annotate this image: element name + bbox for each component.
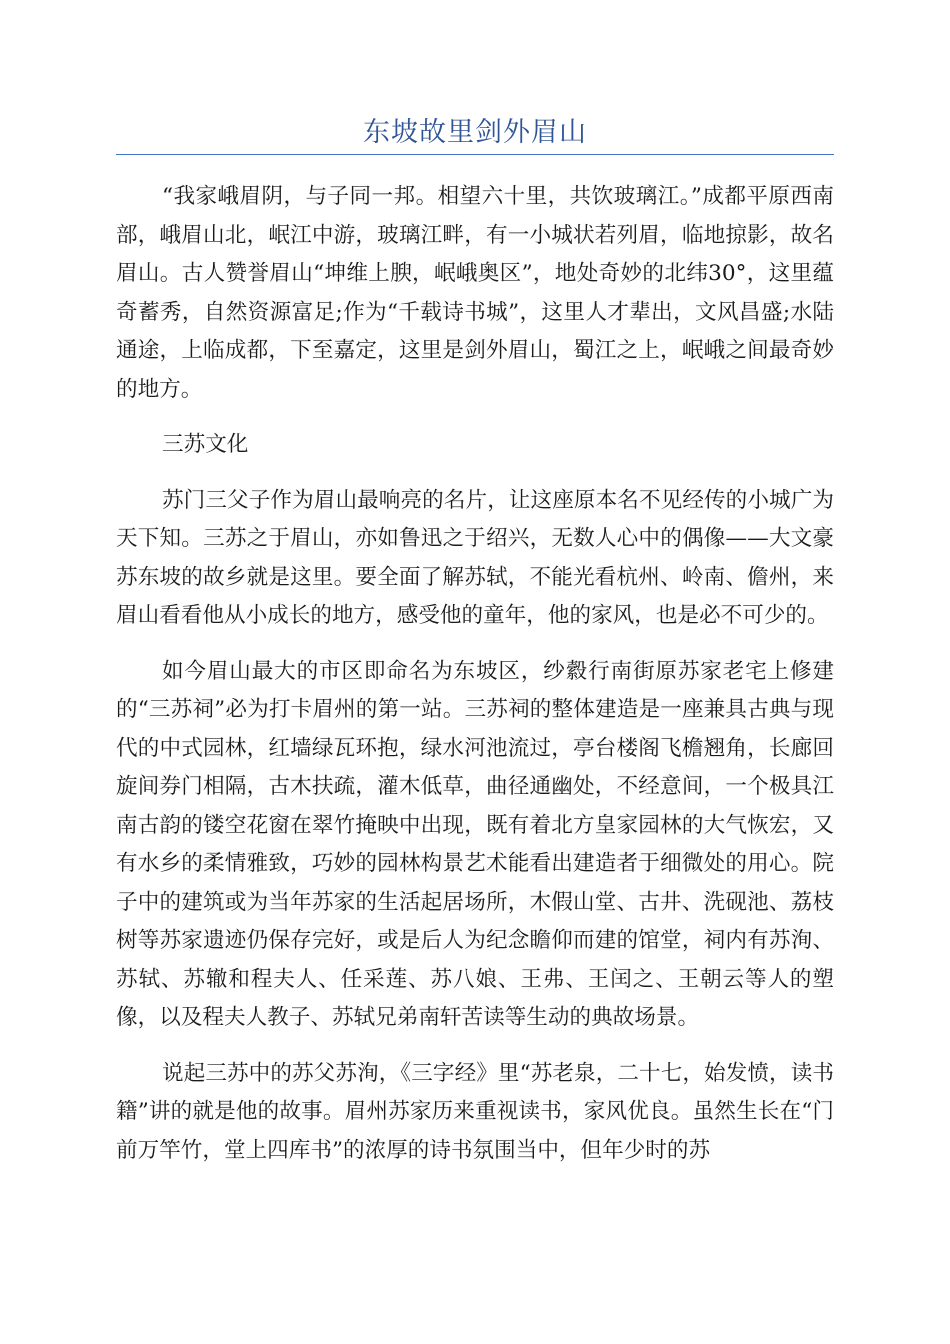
paragraph-intro: “我家峨眉阴，与子同一邦。相望六十里，共饮玻璃江。”成都平原西南部，峨眉山北，岷江中游，玻璃江畔，有一小城状若列眉，临地掠影，故名眉山。古人赞誉眉山“坤维上腴，岷峨奥区”，地处奇妙的北纬30°，这里蕴奇蓄秀，自然资源富足;作为“千载诗书城”，这里人才辈出，文风昌盛;水陆通途，上临成都，下至嘉定，这里是剑外眉山，蜀江之上，岷峨之间最奇妙的地方。	[116, 184, 834, 402]
paragraph-sansu-temple: 如今眉山最大的市区即命名为东坡区，纱縠行南街原苏家老宅上修建的“三苏祠”必为打卡眉州的第一站。三苏祠的整体建造是一座兼具古典与现代的中式园林，红墙绿瓦环抱，绿水河池流过，亭台楼阁飞檐翘角，长廊回旋间券门相隔，古木扶疏，灌木低草，曲径通幽处，不经意间，一个极具江南古韵的镂空花窗在翠竹掩映中出现，既有着北方皇家园林的大气恢宏，又有水乡的柔情雅致，巧妙的园林构景艺术能看出建造者于细微处的用心。院子中的建筑或为当年苏家的生活起居场所，木假山堂、古井、洗砚池、荔枝树等苏家遗迹仍保存完好，或是后人为纪念瞻仰而建的馆堂，祠内有苏洵、苏轼、苏辙和程夫人、任采莲、苏八娘、王弗、王闰之、王朝云等人的塑像，以及程夫人教子、苏轼兄弟南轩苦读等生动的典故场景。	[116, 658, 834, 1030]
paragraph-su-xun: 说起三苏中的苏父苏洵，《三字经》里“苏老泉，二十七，始发愤，读书籍”讲的就是他的故事。眉州苏家历来重视读书，家风优良。虽然生长在“门前万竿竹，堂上四库书”的浓厚的诗书氛围当中，但年少时的苏	[116, 1060, 834, 1163]
document-body	[116, 178, 834, 1187]
title-underline	[116, 154, 834, 155]
section-heading-sansu: 三苏文化	[162, 432, 249, 457]
document-page	[116, 0, 834, 1344]
paragraph-sansu-intro: 苏门三父子作为眉山最响亮的名片，让这座原本名不见经传的小城广为天下知。三苏之于眉山，亦如鲁迅之于绍兴，无数人心中的偶像——大文豪苏东坡的故乡就是这里。要全面了解苏轼，不能光看杭州、岭南、儋州，来眉山看看他从小成长的地方，感受他的童年，他的家风，也是必不可少的。	[116, 487, 834, 628]
document-title: 东坡故里剑外眉山	[363, 117, 587, 148]
